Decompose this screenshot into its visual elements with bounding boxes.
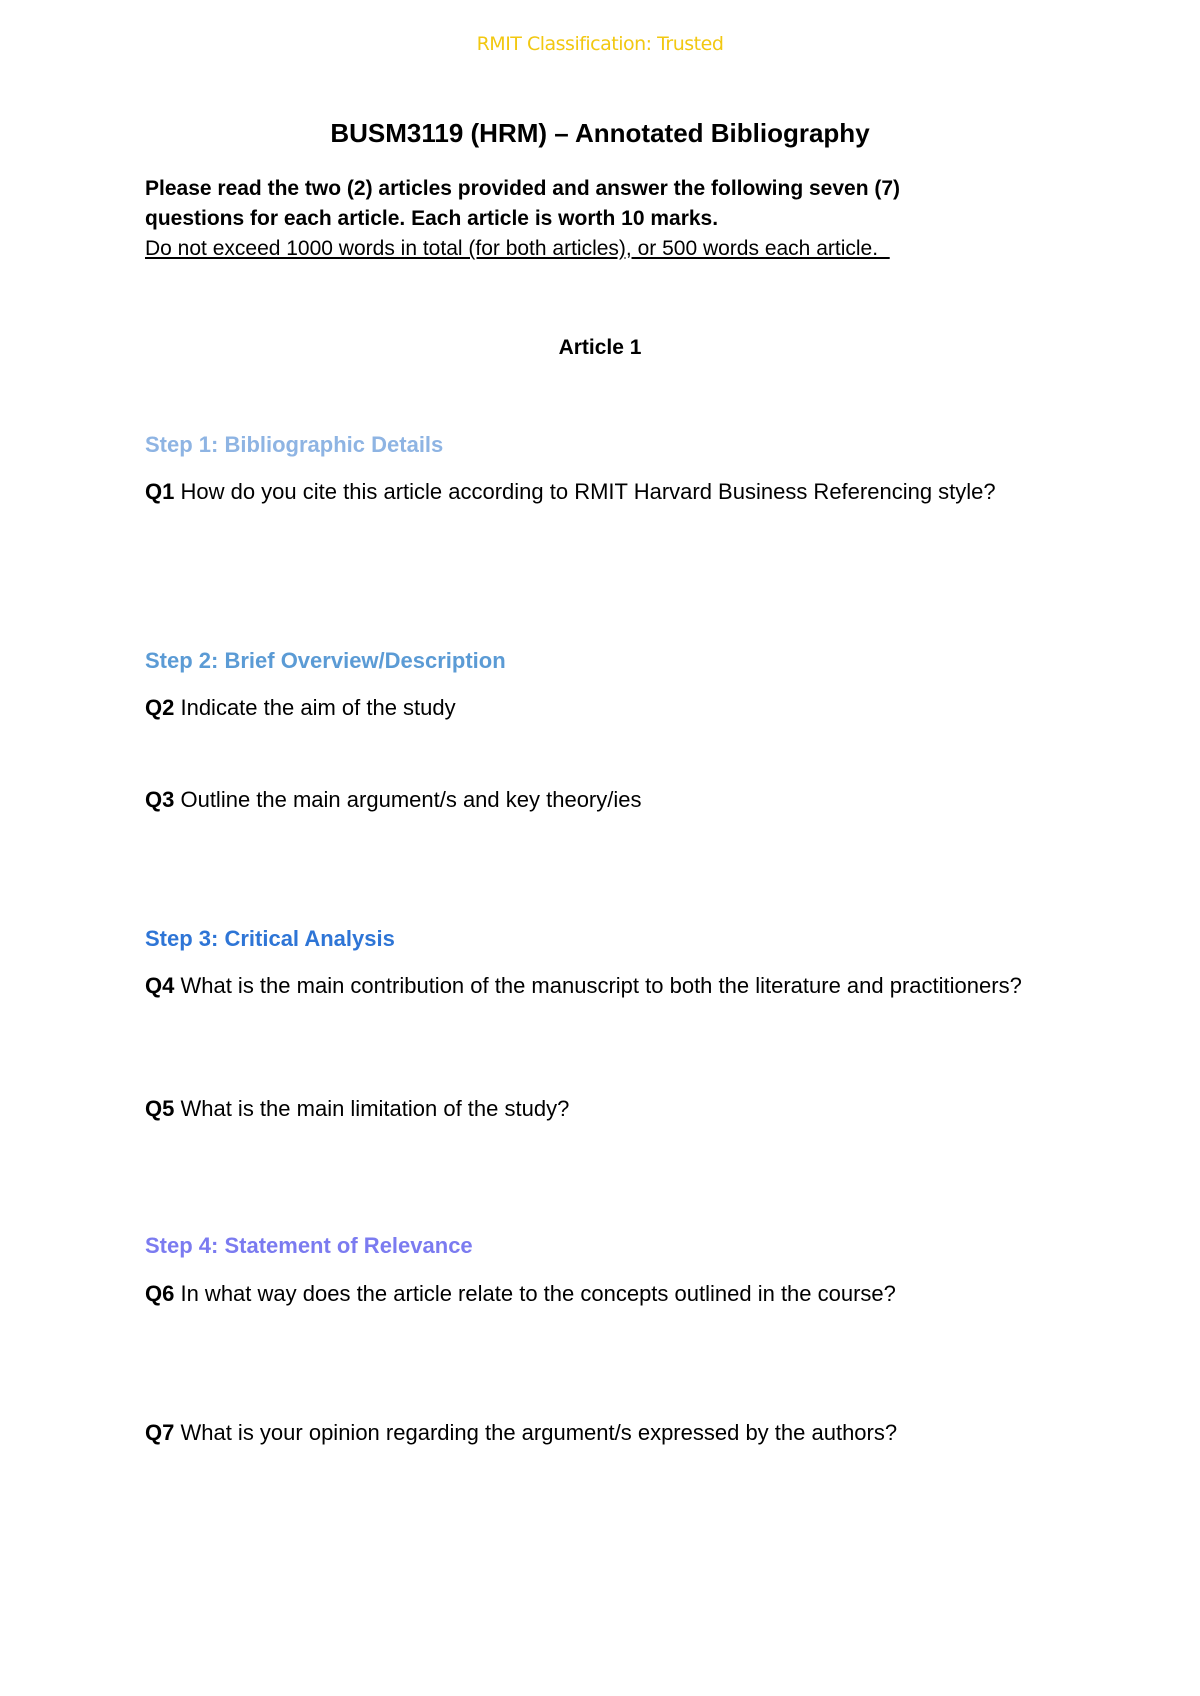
instructions xyxy=(145,174,1045,264)
question-3 xyxy=(145,785,1045,814)
article-heading: Article 1 xyxy=(558,336,642,359)
question-7-text: What is your opinion regarding the argument/s expressed by the authors? xyxy=(174,1420,898,1445)
question-3-text: Outline the main argument/s and key theory/ies xyxy=(174,787,642,812)
question-7-number: Q7 xyxy=(145,1420,175,1445)
question-5 xyxy=(145,1094,1045,1123)
question-4 xyxy=(145,971,1045,1000)
question-1 xyxy=(145,477,1045,506)
question-5-text: What is the main limitation of the study? xyxy=(174,1096,570,1121)
instructions-line-1: Please read the two (2) articles provided and answer the following seven (7) xyxy=(145,177,901,200)
step-3-heading: Step 3: Critical Analysis xyxy=(145,926,395,951)
step-1-heading: Step 1: Bibliographic Details xyxy=(145,432,444,457)
question-1-text: How do you cite this article according to RMIT Harvard Business Referencing style? xyxy=(174,479,996,504)
instructions-line-2: questions for each article. Each article is worth 10 marks. xyxy=(145,207,719,230)
question-6-text: In what way does the article relate to the concepts outlined in the course? xyxy=(174,1281,896,1306)
question-2-text: Indicate the aim of the study xyxy=(174,695,456,720)
question-4-text: What is the main contribution of the manuscript to both the literature and practitioners? xyxy=(174,973,1022,998)
document-title: BUSM3119 (HRM) – Annotated Bibliography xyxy=(330,118,870,148)
step-2-heading: Step 2: Brief Overview/Description xyxy=(145,648,506,673)
question-4-number: Q4 xyxy=(145,973,175,998)
question-6 xyxy=(145,1279,1045,1308)
classification-label: RMIT Classification: Trusted xyxy=(476,33,724,55)
word-limit-note: Do not exceed 1000 words in total (for both articles), or 500 words each article. xyxy=(145,237,890,260)
question-1-number: Q1 xyxy=(145,479,175,504)
question-6-number: Q6 xyxy=(145,1281,175,1306)
question-2 xyxy=(145,693,1045,722)
question-7 xyxy=(145,1418,1045,1447)
step-4-heading: Step 4: Statement of Relevance xyxy=(145,1233,473,1258)
question-3-number: Q3 xyxy=(145,787,175,812)
question-2-number: Q2 xyxy=(145,695,175,720)
question-5-number: Q5 xyxy=(145,1096,175,1121)
